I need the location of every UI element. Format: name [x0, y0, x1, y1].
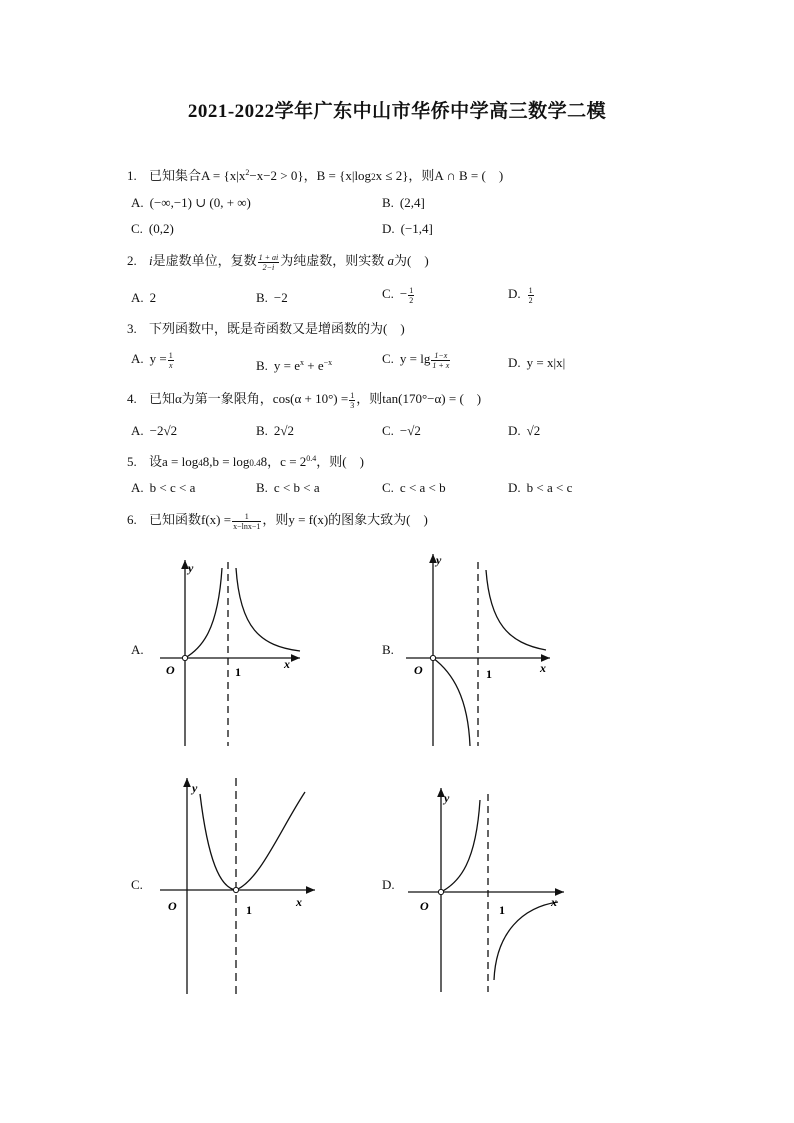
- option-b: [256, 354, 332, 375]
- option-c: [382, 479, 446, 497]
- x-label: x: [296, 895, 302, 909]
- subscript: 4: [198, 458, 203, 468]
- superscript: 0.4: [306, 454, 317, 463]
- option-letter: C.: [382, 351, 394, 366]
- tick-label-one: 1: [246, 903, 252, 917]
- origin-label: O: [420, 899, 429, 913]
- denominator: x: [168, 360, 173, 370]
- superscript: 2: [245, 168, 250, 177]
- denominator: 1 + x: [432, 360, 450, 370]
- tangent-point: [233, 887, 238, 892]
- question-text: ，则( ): [316, 454, 364, 469]
- numerator: 1: [528, 285, 533, 295]
- tick-label-one: 1: [486, 667, 492, 681]
- curve-left: [185, 568, 222, 658]
- y-label: y: [444, 791, 450, 805]
- y-label: y: [436, 553, 442, 567]
- option-d: [508, 354, 565, 372]
- question-text: 已知集合A = {x|x: [149, 168, 246, 183]
- option-letter: B.: [256, 358, 268, 373]
- option-text: c < a < b: [399, 480, 446, 495]
- origin-label: O: [168, 899, 177, 913]
- option-text: √2: [526, 423, 541, 438]
- option-letter: B.: [256, 290, 268, 305]
- option-letter: D.: [508, 355, 521, 370]
- option-c: [131, 220, 174, 238]
- option-c: [382, 285, 415, 305]
- question-number: 1.: [127, 168, 137, 183]
- graph-d-label: D.: [382, 877, 395, 892]
- numerator: 1 + ai: [258, 252, 279, 262]
- question-text: 已知α为第一象限角，cos(α + 10°) =: [149, 391, 349, 406]
- option-letter: C.: [382, 423, 394, 438]
- option-letter: D.: [382, 221, 395, 236]
- option-c: [382, 350, 451, 370]
- option-letter: C.: [382, 286, 394, 301]
- graph-c-label: C.: [131, 877, 143, 892]
- curve-right: [236, 568, 300, 651]
- subscript: 0.4: [249, 458, 261, 468]
- origin-point: [438, 889, 443, 894]
- question-number: 5.: [127, 454, 137, 469]
- option-text: (2,4]: [399, 195, 425, 210]
- option-text: b < c < a: [149, 480, 196, 495]
- option-letter: A.: [131, 423, 144, 438]
- question-6: [127, 511, 428, 531]
- x-label: x: [284, 657, 290, 671]
- question-text: 设a = log: [149, 454, 199, 469]
- curve-left: [441, 800, 480, 892]
- option-b: [256, 479, 320, 497]
- option-letter: C.: [131, 221, 143, 236]
- curve-right: [486, 570, 546, 650]
- curve-right: [236, 792, 305, 890]
- question-text: x ≤ 2}，则A ∩ B = ( ): [375, 168, 504, 183]
- question-5: [127, 450, 364, 472]
- option-text: (−1,4]: [400, 221, 433, 236]
- option-b: [382, 194, 425, 212]
- option-text: 2: [149, 290, 157, 305]
- question-1: [127, 164, 503, 186]
- fraction: [232, 512, 261, 531]
- question-2: [127, 252, 429, 272]
- option-letter: B.: [256, 423, 268, 438]
- question-3: [127, 320, 405, 338]
- option-text: −: [399, 286, 408, 301]
- graph-b: [398, 548, 558, 753]
- option-letter: C.: [382, 480, 394, 495]
- option-text: −√2: [399, 423, 421, 438]
- numerator: 1: [232, 512, 261, 522]
- origin-label: O: [166, 663, 175, 677]
- superscript: −x: [323, 358, 333, 367]
- question-4: [127, 390, 481, 410]
- question-number: 4.: [127, 391, 137, 406]
- option-a: [131, 289, 156, 307]
- question-text: 是虚数单位，复数: [152, 253, 257, 268]
- numerator: 1: [168, 350, 173, 360]
- origin-point: [430, 655, 435, 660]
- option-a: [131, 350, 175, 370]
- option-letter: D.: [508, 286, 521, 301]
- page-title: 2021-2022学年广东中山市华侨中学高三数学二模: [187, 101, 607, 122]
- option-c: [382, 422, 421, 440]
- denominator: 2: [409, 295, 414, 305]
- option-b: [256, 289, 288, 307]
- fraction: [408, 286, 414, 305]
- question-text: ，则tan(170°−α) = ( ): [356, 391, 482, 406]
- numerator: 1: [350, 390, 355, 400]
- question-text: 8，c = 2: [260, 454, 307, 469]
- option-letter: A.: [131, 195, 144, 210]
- superscript: x: [300, 358, 305, 367]
- denominator: x−lnx−1: [233, 521, 261, 531]
- option-letter: A.: [131, 351, 144, 366]
- x-label: x: [540, 661, 546, 675]
- option-text: y =: [149, 351, 167, 366]
- option-d: [508, 479, 572, 497]
- graph-d: [398, 782, 568, 997]
- option-text: y = e: [273, 358, 301, 373]
- option-letter: A.: [131, 480, 144, 495]
- curve-left: [200, 794, 236, 890]
- graph-a: [150, 548, 310, 753]
- variable-a: a: [387, 253, 395, 268]
- option-text: b < a < c: [526, 480, 573, 495]
- fraction: [528, 286, 534, 305]
- option-b: [256, 422, 294, 440]
- option-text: y = lg: [399, 351, 431, 366]
- x-label: x: [551, 895, 557, 909]
- fraction: [431, 351, 450, 370]
- option-text: (−∞,−1) ∪ (0, + ∞): [149, 195, 251, 210]
- question-text: 8,b = log: [202, 454, 250, 469]
- option-letter: D.: [508, 480, 521, 495]
- option-text: + e: [304, 358, 324, 373]
- option-letter: A.: [131, 290, 144, 305]
- option-text: y = x|x|: [526, 355, 566, 370]
- option-letter: D.: [508, 423, 521, 438]
- numerator: 1: [409, 285, 414, 295]
- origin-label: O: [414, 663, 423, 677]
- option-letter: B.: [382, 195, 394, 210]
- graph-b-label: B.: [382, 642, 394, 657]
- option-text: −2√2: [149, 423, 178, 438]
- tick-label-one: 1: [499, 903, 505, 917]
- curve-left: [433, 658, 470, 746]
- option-text: 2√2: [273, 423, 295, 438]
- option-text: (0,2): [148, 221, 174, 236]
- option-d: [508, 285, 535, 305]
- y-label: y: [188, 561, 194, 575]
- question-number: 6.: [127, 512, 137, 527]
- question-text: 为纯虚数，则实数: [280, 253, 385, 268]
- graph-a-label: A.: [131, 642, 144, 657]
- question-text: −x−2 > 0}，B = {x|log: [249, 168, 372, 183]
- option-a: [131, 194, 251, 212]
- imaginary-unit: i: [149, 253, 153, 268]
- tick-label-one: 1: [235, 665, 241, 679]
- origin-point: [182, 655, 187, 660]
- denominator: 3: [350, 400, 355, 410]
- denominator: 2: [528, 295, 533, 305]
- fraction: [258, 253, 280, 272]
- option-text: c < b < a: [273, 480, 320, 495]
- question-text: 下列函数中，既是奇函数又是增函数的为( ): [149, 321, 405, 336]
- option-a: [131, 479, 195, 497]
- graph-c: [150, 770, 320, 998]
- question-text: ，则y = f(x)的图象大致为( ): [262, 512, 428, 527]
- numerator: 1−x: [431, 351, 450, 361]
- y-label: y: [192, 781, 198, 795]
- question-number: 3.: [127, 321, 137, 336]
- denominator: 2−i: [262, 262, 275, 272]
- option-letter: B.: [256, 480, 268, 495]
- option-text: −2: [273, 290, 288, 305]
- fraction: [168, 351, 174, 370]
- fraction: [349, 391, 355, 410]
- question-text: 为( ): [394, 253, 429, 268]
- question-number: 2.: [127, 253, 137, 268]
- subscript: 2: [371, 172, 376, 182]
- option-d: [508, 422, 540, 440]
- option-d: [382, 220, 433, 238]
- question-text: 已知函数f(x) =: [149, 512, 232, 527]
- option-a: [131, 422, 177, 440]
